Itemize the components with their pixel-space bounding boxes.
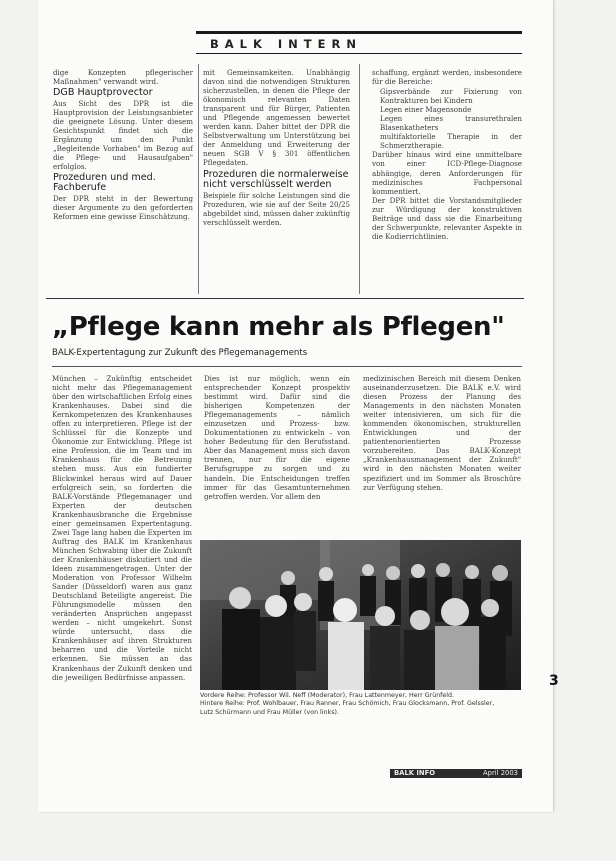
paragraph: München – Zukünftig entscheidet nicht mehr das Pflegemanagement über den wirtschaftlichen Erfolg eines Krankenhauses. Dabei sind die Kernkompetenzen des Krankenhauses offen zu interpretieren. Pflege ist der Schlüssel für die Konzepte und Ökonomie zur Entwicklung. Pflege ist eine Profession, die im Team und im Krankenhaus für die Betreuung stehen muss. Aus ein fundierter Blickwinkel heraus wird auf Dauer erfolgreich sein, so forderten die BALK-Vorstände Pflegemanager und Experten der deutschen Krankenhausbranche die Ergebnisse einer gemeinsamen Expertentagung. Zwei Tage lang haben die Experten im Auftrag des BALK im Krankenhaus München Schwabing über die Zukunft der Krankenhäuser diskutiert und die Ideen zusammengetragen. Unter der Moderation von Professor Wilhelm Sander (Düsseldorf) waren aus ganz Deutschland Beteiligte angereist. Die Führungsmodelle müssen den veränderten Ansprüchen angepasst werden – nicht umgekehrt. Sonst würde untersucht, dass die Krankenhäuser auf ihren Strukturen beharren und die Vorteile nicht erkennen. Sie müssen an das Krankenhaus der Zukunft denken und die jeweiligen Bedürfnisse anpassen. bbox=[52, 374, 192, 682]
subhead-rule bbox=[52, 366, 522, 367]
paragraph: Aus Sicht des DPR ist die Hauptprovision der Leistungsanbieter die geeignete Lösung. Unter diesem Gesichtspunkt findet sich die Ergänzung um den Punkt „Begleitende Vorhaben" im Bezug auf die Pflege- und Hausaufgaben" erfolglos. bbox=[53, 98, 193, 171]
list-item: • Legen eines transurethralen Blasenkatheters bbox=[380, 114, 522, 132]
masthead-rule bbox=[196, 31, 522, 34]
list-item: • multifaktorielle Therapie in der Schmerztherapie. bbox=[380, 132, 522, 150]
top-column-3 bbox=[372, 68, 522, 293]
top-column-1 bbox=[53, 68, 193, 293]
paragraph: Beispiele für solche Leistungen sind die Prozeduren, wie sie auf der Seite 20/25 abgebildet sind, müssen daher zukünftig verschlüsselt werden. bbox=[203, 190, 350, 227]
section-heading: DGB Hauptprovector bbox=[53, 87, 153, 99]
photo-light-panel bbox=[200, 540, 330, 600]
bullet-list bbox=[372, 87, 522, 150]
column-divider bbox=[359, 64, 360, 294]
masthead-underline bbox=[196, 53, 522, 54]
list-item: • Gipsverbände zur Fixierung von Kontrakturen bei Kindern bbox=[380, 87, 522, 105]
footer-publication: BALK INFO bbox=[394, 769, 436, 777]
caption-line: Lutz Schürmann und Frau Müller (von links). bbox=[200, 708, 339, 716]
article-column-1 bbox=[52, 374, 192, 768]
paragraph: medizinischen Bereich mit diesem Denken auseinanderzusetzen. Die BALK e.V. wird diesen Prozess der Planung des Managements in den nächsten Monaten weiter intensivieren, um sich für die kommenden ökonomischen, strukturellen Entwicklungen und der patientenorientierten Prozesse vorzubereiten. Das BALK-Konzept „Krankenhausmanagement der Zukunft" wird in den nächsten Monaten weiter spezifiziert und im Sommer als Broschüre zur Verfügung stehen. bbox=[363, 374, 521, 492]
article-column-2 bbox=[204, 374, 350, 534]
footer-date: April 2003 bbox=[483, 769, 518, 777]
caption-line: Vordere Reihe: Professor Wil. Neff (Moderator), Frau Lattenmeyer, Herr Grünfeld. bbox=[200, 692, 455, 699]
photo-caption bbox=[200, 692, 530, 717]
paragraph: Dies ist nur möglich, wenn ein entsprechender Konzept prospektiv bestimmt wird. Dafür sind die bisherigen Kompetenzen der Pflegemanagements – nämlich einzusetzen und Prozess- bzw. Dokumentationen zu entwickeln – von hoher Bedeutung für den Berufsstand. Aber das Management muss sich davon trennen, nur für die eigene Berufsgruppe zu sorgen und zu handeln. Die Entscheidungen treffen immer für das Gesamtunternehmen getroffen werden. Vor allem den bbox=[204, 374, 350, 501]
paragraph: Der DPR steht in der Bewertung dieser Argumente zu den geforderten Reformen eine gewisse Einschätzung. bbox=[53, 193, 193, 222]
paragraph: mit Gemeinsamkeiten. Unabhängig davon sind die notwendigen Strukturen sicherzustellen, in denen die Pflege der ökonomisch relevanten Daten transparent und für Bürger, Patienten und Pflegende angemessen bewertet werden kann. Daher bittet der DPR die Selbstverwaltung um Unterstützung bei der Anmeldung und Erweiterung der neuen SGB V § 301 öffentlichen Pflegedaten. bbox=[203, 68, 350, 168]
paragraph: schaffung, ergänzt werden, insbesondere für die Bereiche: bbox=[372, 68, 522, 87]
list-item: • Legen einer Magensonde bbox=[380, 105, 522, 114]
paragraph: Der DPR bittet die Vorstandsmitglieder zur Würdigung der konstruktiven Beiträge und dass sie die Einarbeitung der Schwerpunkte, relevanter Aspekte in die Kodierrichtlinien. bbox=[372, 195, 522, 241]
caption-line: Hintere Reihe: Prof. Wohlbauer, Frau Ranner, Frau Schömich, Frau Glocksmann, Prof. Gelssler, bbox=[200, 700, 495, 708]
article-headline: „Pflege kann mehr als Pflegen" bbox=[52, 312, 505, 342]
footer-bar bbox=[390, 769, 522, 778]
page-number: 3 bbox=[549, 673, 559, 689]
paragraph: Darüber hinaus wird eine unmittelbare von einer ICD-Pflege-Diagnose abhängige, deren Anforderungen für medizinisches Fachpersonal kommentiert. bbox=[372, 150, 522, 196]
section-heading: Prozeduren die normalerweise nicht verschlüsselt werden bbox=[203, 168, 349, 191]
paragraph: dige Konzepten pflegerischer Maßnahmen" verwandt wird. bbox=[53, 68, 193, 87]
masthead-title: BALK INTERN bbox=[210, 37, 362, 51]
column-divider bbox=[198, 64, 199, 294]
section-heading: Prozeduren und med. Fachberufe bbox=[53, 171, 156, 194]
article-subhead: BALK-Expertentagung zur Zukunft des Pflegemanagements bbox=[52, 348, 308, 358]
article-column-3 bbox=[363, 374, 521, 534]
top-column-2 bbox=[203, 68, 350, 293]
section-divider bbox=[46, 298, 524, 299]
group-photo bbox=[200, 540, 521, 690]
